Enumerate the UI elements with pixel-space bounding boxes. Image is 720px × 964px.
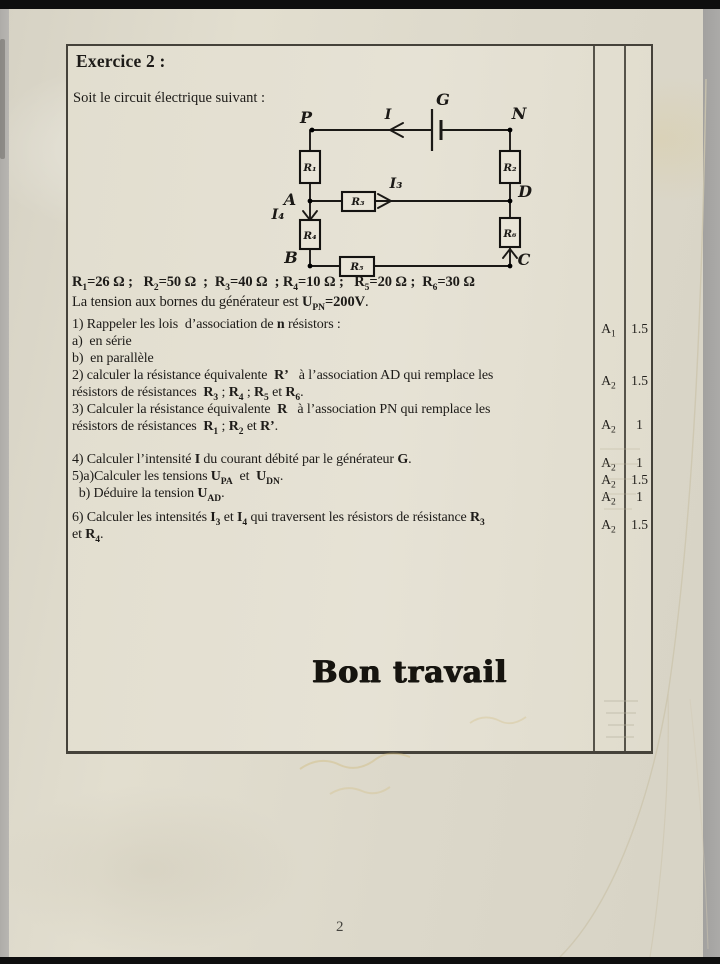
question-block — [72, 468, 592, 485]
resistor-r1-label: R₁ — [303, 162, 317, 174]
question-line: 1) Rappeler les lois d’association de n résistors : — [72, 317, 341, 332]
scan-edge-right — [703, 9, 720, 957]
intro-text: Soit le circuit électrique suivant : — [73, 90, 266, 106]
mark-cell: $A_2$ — [601, 373, 616, 392]
points-cell: 1 — [636, 455, 643, 470]
resistor-r2-label: R₂ — [503, 162, 517, 174]
resistor-r4-label: R₄ — [303, 230, 317, 242]
node-dot — [308, 199, 313, 204]
question-block — [72, 316, 592, 367]
points-cell: 1.5 — [631, 517, 648, 532]
node-label-g: G — [436, 93, 450, 109]
question-line: 6) Calculer les intensités $I_3$ et $I_4$ qui traversent les résistors de résistance $R_3$ — [72, 510, 485, 528]
node-label-c: C — [517, 250, 531, 269]
mark-cell: $A_1$ — [601, 321, 616, 340]
current-label-i3: I₃ — [389, 176, 403, 192]
current-label-i4: I₄ — [271, 207, 285, 223]
node-dot — [308, 264, 313, 269]
mark-cell: $A_2$ — [601, 472, 616, 491]
question-block — [72, 485, 592, 502]
scanned-page — [0, 9, 720, 957]
question-line: résistors de résistances $R_3$ ; $R_4$ ; $R_5$ et $R_6$. — [72, 385, 304, 403]
question-block — [72, 401, 592, 435]
node-dot — [508, 128, 513, 133]
question-line: 2) calculer la résistance équivalente R’ à l’association AD qui remplace les — [72, 368, 494, 383]
page-title: Exercice 2 : — [76, 51, 166, 71]
mark-cell: $A_2$ — [601, 455, 616, 474]
screenshot-bottom-bar — [0, 957, 720, 964]
grading-column-divider — [593, 46, 595, 751]
mark-cell: $A_2$ — [601, 489, 616, 508]
resistor-r6-label: R₆ — [503, 228, 517, 240]
question-line: 3) Calculer la résistance équivalente R à l’association PN qui remplace les — [72, 402, 491, 417]
node-label-a: A — [283, 190, 297, 209]
points-cell: 1 — [636, 489, 643, 504]
question-block — [72, 367, 592, 401]
node-label-d: D — [518, 182, 532, 201]
question-block — [72, 509, 592, 543]
points-cell: 1 — [636, 417, 643, 432]
node-label-b: B — [284, 248, 298, 267]
node-label-p: P — [299, 108, 313, 127]
question-line: résistors de résistances $R_1$ ; $R_2$ et R’. — [72, 419, 278, 437]
node-dot — [310, 128, 315, 133]
question-line: b) Déduire la tension $U_{AD}$. — [72, 486, 225, 504]
question-line: a) en série — [72, 334, 132, 349]
points-cell: 1.5 — [631, 321, 648, 336]
question-line: b) en parallèle — [72, 351, 154, 366]
mark-cell: $A_2$ — [601, 517, 616, 536]
generator-voltage-line: La tension aux bornes du générateur est $U_{PN}=200V$. — [72, 294, 369, 313]
questions-list — [72, 316, 592, 543]
resistor-r5-label: R₅ — [350, 261, 364, 273]
current-label-i: I — [384, 107, 392, 123]
question-line: et $R_4$. — [72, 527, 104, 545]
question-line: 5)a)Calculer les tensions $U_{PA}$ et $U_{DN}$. — [72, 469, 284, 487]
question-block — [72, 451, 592, 468]
question-line: 4) Calculer l’intensité I du courant débité par le générateur G. — [72, 452, 412, 467]
resistor-r3-label: R₃ — [351, 196, 365, 208]
screenshot-top-bar — [0, 0, 720, 9]
node-label-n: N — [511, 104, 527, 123]
points-cell: 1.5 — [631, 373, 648, 388]
exercise-box — [66, 44, 653, 754]
resistor-values-line: $R_1=26$ Ω ; $R_2=50$ Ω ; $R_3=40$ Ω ; $R_4=10$ Ω ; $R_5=20$ Ω ; $R_6=30$ Ω — [72, 274, 475, 293]
generator-icon — [432, 109, 441, 151]
points-cell: 1.5 — [631, 472, 648, 487]
node-dot — [508, 264, 513, 269]
scan-smudge — [0, 39, 5, 159]
circuit-diagram — [270, 93, 550, 288]
mark-cell: $A_2$ — [601, 417, 616, 436]
page-number: 2 — [336, 919, 344, 935]
closing-message: Bon travail — [312, 655, 508, 690]
grading-column-divider — [624, 46, 626, 751]
node-dot — [508, 199, 513, 204]
